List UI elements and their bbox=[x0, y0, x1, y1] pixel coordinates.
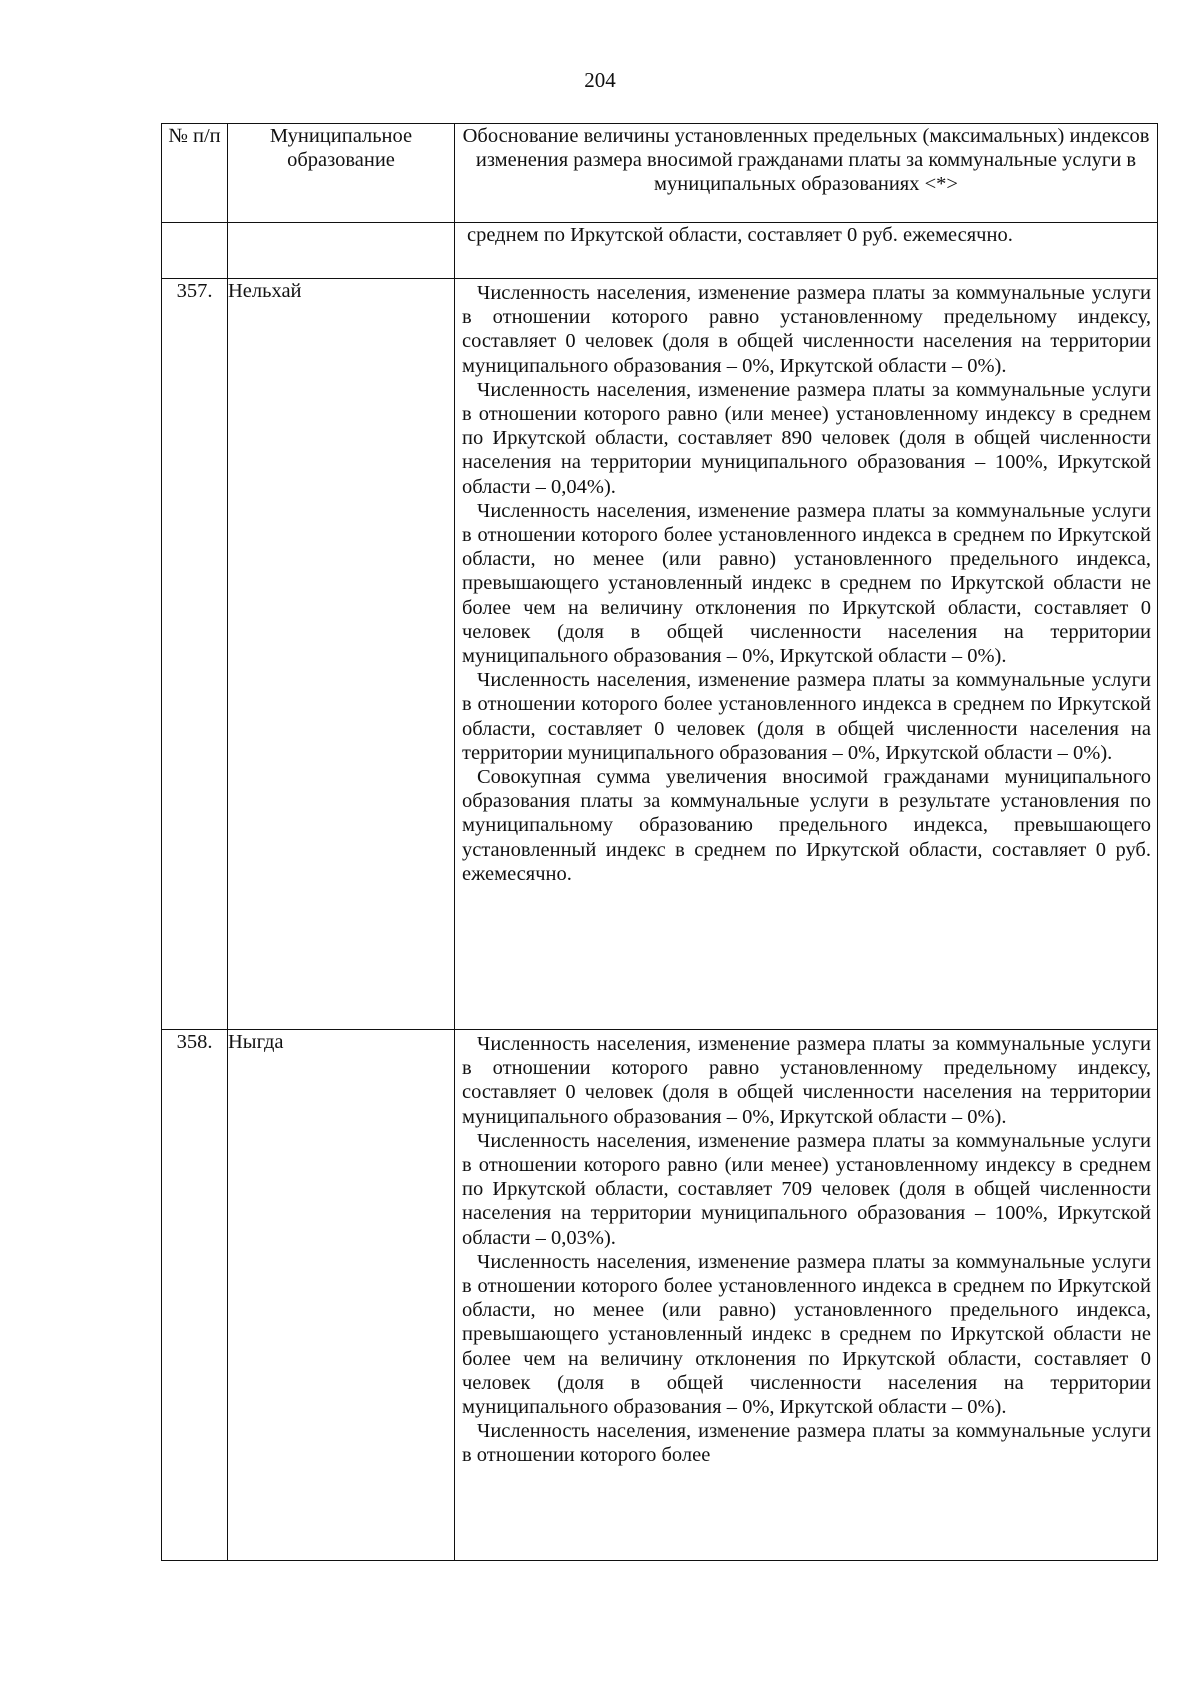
row-number: 358. bbox=[162, 1030, 228, 1561]
table-row bbox=[162, 1030, 1158, 1561]
continuation-num-cell bbox=[162, 223, 228, 279]
justification-cell bbox=[455, 279, 1158, 1030]
justification-paragraph: Численность населения, изменение размера платы за коммунальные услуги в отношении которого более установленного индекса в среднем по Иркутской области, составляет 0 человек (доля в общей численности населения на территории муниципального образования – 0%, Иркутской области – 0%). bbox=[462, 669, 1151, 764]
justification-table bbox=[161, 123, 1158, 1561]
header-municipality: Муниципальное образование bbox=[228, 124, 455, 223]
header-number: № п/п bbox=[162, 124, 228, 223]
municipality-name: Нельхай bbox=[228, 279, 455, 1030]
justification-paragraph: Численность населения, изменение размера платы за коммунальные услуги в отношении которого равно (или менее) установленному индексу в среднем по Иркутской области, составляет 890 человек (доля в общей численности населения на территории муниципального образования – 100%, Иркутской области – 0,04%). bbox=[462, 378, 1151, 498]
continuation-text: среднем по Иркутской области, составляет 0 руб. ежемесячно. bbox=[467, 224, 1013, 246]
justification-paragraph: Численность населения, изменение размера платы за коммунальные услуги в отношении которого равно (или менее) установленному индексу в среднем по Иркутской области, составляет 709 человек (доля в общей численности населения на территории муниципального образования – 100%, Иркутской области – 0,03%). bbox=[462, 1129, 1151, 1249]
municipality-name: Ныгда bbox=[228, 1030, 455, 1561]
table-row bbox=[162, 279, 1158, 1030]
row-number: 357. bbox=[162, 279, 228, 1030]
justification-paragraph: Совокупная сумма увеличения вносимой гражданами муниципального образования платы за коммунальные услуги в результате установления по муниципальному образованию предельного индекса, превышающего установленный индекс в среднем по Иркутской области, составляет 0 руб. ежемесячно. bbox=[462, 766, 1151, 885]
table-header-row bbox=[162, 124, 1158, 223]
justification-paragraph: Численность населения, изменение размера платы за коммунальные услуги в отношении которого равно установленному предельному индексу, составляет 0 человек (доля в общей численности населения на территории муниципального образования – 0%, Иркутской области – 0%). bbox=[462, 282, 1151, 377]
justification-paragraph: Численность населения, изменение размера платы за коммунальные услуги в отношении которого более установленного индекса в среднем по Иркутской области, но менее (или равно) установленного предельного индекса, превышающего установленный индекс в среднем по Иркутской области не более чем на величину отклонения по Иркутской области, составляет 0 человек (доля в общей численности населения на территории муниципального образования – 0%, Иркутской области – 0%). bbox=[462, 499, 1151, 668]
header-justification: Обоснование величины установленных предельных (максимальных) индексов изменения размера вносимой гражданами платы за коммунальные услуги в муниципальных образованиях <*> bbox=[455, 124, 1158, 223]
continuation-municipality-cell bbox=[228, 223, 455, 279]
continuation-text-cell bbox=[455, 223, 1158, 279]
justification-paragraph: Численность населения, изменение размера платы за коммунальные услуги в отношении которого равно установленному предельному индексу, составляет 0 человек (доля в общей численности населения на территории муниципального образования – 0%, Иркутской области – 0%). bbox=[462, 1033, 1151, 1128]
justification-cell bbox=[455, 1030, 1158, 1561]
justification-paragraph: Численность населения, изменение размера платы за коммунальные услуги в отношении которого более установленного индекса в среднем по Иркутской области, но менее (или равно) установленного предельного индекса, превышающего установленный индекс в среднем по Иркутской области не более чем на величину отклонения по Иркутской области, составляет 0 человек (доля в общей численности населения на территории муниципального образования – 0%, Иркутской области – 0%). bbox=[462, 1250, 1151, 1419]
continuation-row bbox=[162, 223, 1158, 279]
justification-paragraph: Численность населения, изменение размера платы за коммунальные услуги в отношении которого более bbox=[462, 1420, 1151, 1467]
page-number: 204 bbox=[584, 68, 616, 92]
